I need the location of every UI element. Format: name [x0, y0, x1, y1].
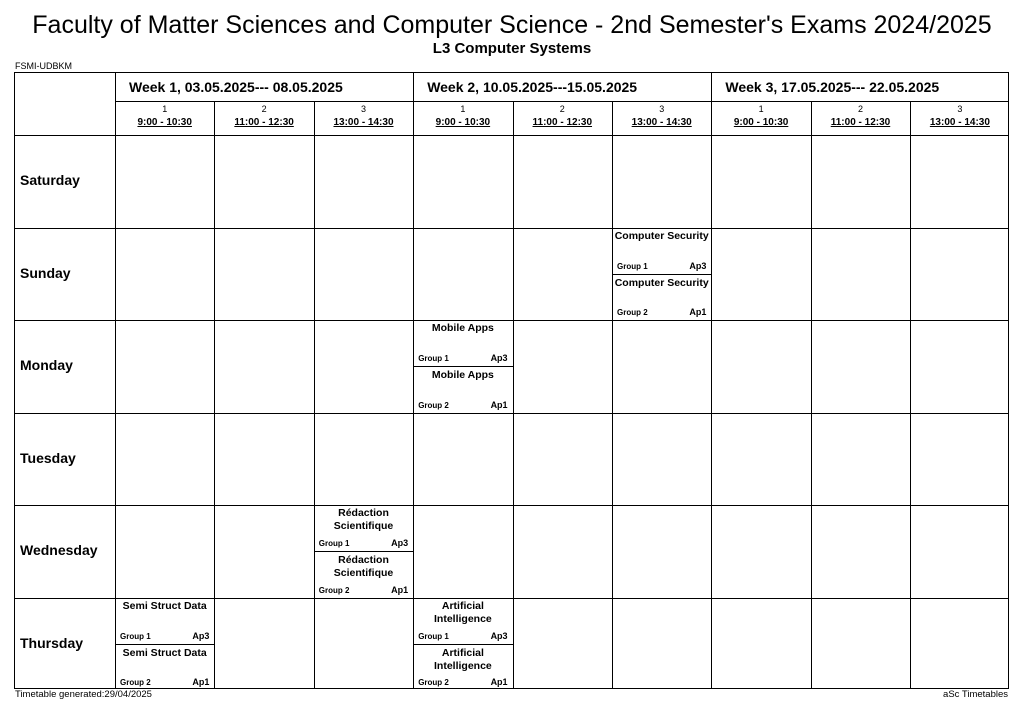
- slot-time: 13:00 - 14:30: [333, 117, 394, 128]
- exam-group: Group 2: [418, 400, 449, 410]
- slot-header: [612, 104, 711, 128]
- slot-number: 2: [857, 104, 863, 114]
- day-label-saturday: Saturday: [20, 172, 80, 189]
- slot-header: [513, 104, 612, 128]
- slot-header: [314, 104, 413, 128]
- slot-number: 2: [559, 104, 565, 114]
- row-divider-line: [15, 413, 1008, 414]
- header-divider-line: [15, 135, 1008, 136]
- slot-number: 1: [162, 104, 168, 114]
- exam-room: Ap3: [490, 353, 508, 364]
- slot-number: 3: [659, 104, 665, 114]
- grid-vertical-line: [811, 101, 812, 688]
- exam-card[interactable]: [413, 598, 512, 644]
- slot-time: 9:00 - 10:30: [733, 117, 789, 128]
- exam-subject: Computer Security: [614, 276, 709, 289]
- grid-vertical-line: [711, 73, 712, 688]
- day-label-tuesday: Tuesday: [20, 449, 76, 466]
- slot-time: 13:00 - 14:30: [631, 117, 692, 128]
- exam-subject: Artificial Intelligence: [434, 646, 492, 672]
- slot-time: 11:00 - 12:30: [532, 117, 593, 128]
- slot-time: 9:00 - 10:30: [435, 117, 491, 128]
- exam-subject: Rédaction Scientifique: [333, 554, 394, 580]
- week-header: Week 2, 10.05.2025---15.05.2025: [427, 79, 638, 95]
- exam-card[interactable]: [413, 366, 512, 412]
- exam-subject: Semi Struct Data: [122, 599, 207, 612]
- row-divider-line: [15, 505, 1008, 506]
- exam-subject: Mobile Apps: [431, 369, 494, 382]
- grid-vertical-line: [612, 101, 613, 688]
- slot-header: [811, 104, 910, 128]
- exam-room: Ap3: [391, 538, 409, 549]
- slot-header: [413, 104, 512, 128]
- exam-subject: Mobile Apps: [431, 322, 494, 334]
- exam-card[interactable]: [612, 228, 711, 274]
- exam-card[interactable]: [314, 551, 413, 597]
- grid-vertical-line: [513, 101, 514, 688]
- exam-group: Group 1: [617, 261, 648, 271]
- exam-subject: Rédaction Scientifique: [333, 507, 394, 532]
- row-divider-line: [15, 228, 1008, 229]
- exam-group: Group 2: [418, 678, 449, 687]
- page-subtitle: L3 Computer Systems: [432, 40, 592, 57]
- exam-card[interactable]: [612, 274, 711, 320]
- timetable-grid: [14, 72, 1009, 689]
- exam-room: Ap1: [689, 307, 707, 317]
- grid-vertical-line: [115, 73, 116, 688]
- slot-number: 1: [758, 104, 764, 114]
- day-label-monday: Monday: [20, 357, 73, 374]
- week-header: Week 1, 03.05.2025--- 08.05.2025: [129, 79, 343, 95]
- school-code: FSMI-UDBKM: [15, 61, 72, 71]
- grid-vertical-line: [910, 101, 911, 688]
- exam-room: Ap1: [490, 399, 508, 410]
- exam-card[interactable]: [115, 644, 214, 690]
- day-label-sunday: Sunday: [20, 264, 71, 281]
- exam-group: Group 2: [617, 308, 648, 317]
- brand-label: aSc Timetables: [943, 689, 1008, 700]
- exam-room: Ap3: [689, 260, 707, 271]
- exam-room: Ap1: [391, 584, 409, 595]
- slot-time: 11:00 - 12:30: [830, 117, 891, 128]
- exam-group: Group 2: [120, 678, 151, 687]
- exam-group: Group 1: [418, 354, 449, 364]
- grid-vertical-line: [314, 101, 315, 688]
- exam-subject: Computer Security: [614, 229, 709, 242]
- week-header: Week 3, 17.05.2025--- 22.05.2025: [725, 79, 940, 95]
- slot-number: 3: [360, 104, 366, 114]
- slot-time: 11:00 - 12:30: [234, 117, 294, 128]
- slot-header: [214, 104, 313, 128]
- slot-time: 9:00 - 10:30: [137, 117, 192, 128]
- exam-room: Ap3: [490, 630, 508, 641]
- generated-date: Timetable generated:29/04/2025: [15, 689, 152, 700]
- exam-group: Group 1: [418, 631, 449, 641]
- slot-time: 13:00 - 14:30: [929, 117, 990, 128]
- exam-group: Group 1: [120, 631, 151, 641]
- exam-subject: Artificial Intelligence: [434, 599, 492, 625]
- exam-card[interactable]: [413, 644, 512, 690]
- exam-group: Group 2: [318, 585, 350, 595]
- day-label-thursday: Thursday: [20, 634, 84, 651]
- page-title: Faculty of Matter Sciences and Computer Science - 2nd Semester's Exams 2024/2025: [32, 11, 992, 39]
- exam-subject: Semi Struct Data: [122, 646, 207, 659]
- slot-number: 3: [957, 104, 963, 114]
- exam-room: Ap3: [192, 630, 210, 641]
- day-label-wednesday: Wednesday: [20, 542, 98, 559]
- slot-header: [711, 104, 810, 128]
- exam-room: Ap1: [490, 677, 508, 687]
- header-divider-line: [115, 101, 1008, 102]
- exam-room: Ap1: [192, 677, 210, 687]
- slot-number: 2: [261, 104, 267, 114]
- slot-header: [115, 104, 214, 128]
- exam-card[interactable]: [115, 598, 214, 644]
- exam-card[interactable]: [314, 505, 413, 551]
- slot-header: [910, 104, 1009, 128]
- grid-vertical-line: [214, 101, 215, 688]
- exam-group: Group 1: [318, 539, 350, 549]
- slot-number: 1: [460, 104, 466, 114]
- exam-card[interactable]: [413, 320, 512, 366]
